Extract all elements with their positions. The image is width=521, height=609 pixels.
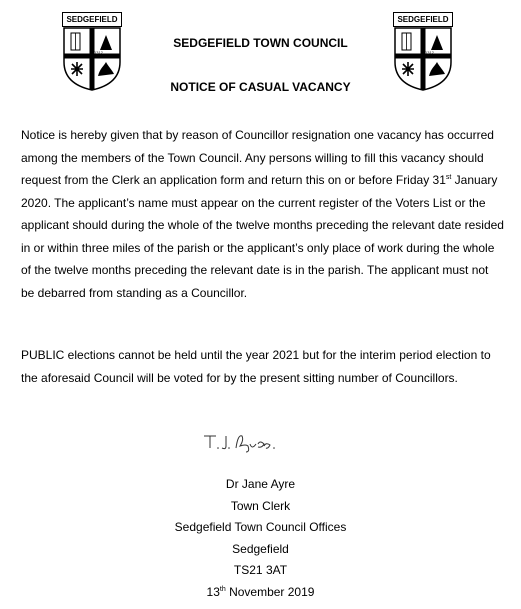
paragraph-text-part: January 2020. The applicant’s name must appear on the current register of the Voters List or the applicant should during the whole of the twelve months preceding the relevant date resided in or within three miles of the parish or the applicant’s only place of work during the whole of the twelve months preceding the relevant date is in the parish. The applicant must not be debarred from standing as a Councillor. <box>21 173 504 300</box>
paragraph-text-part: Notice is hereby given that by reason of Councillor resignation one vacancy has occurred among the members of the Town Council. Any persons willing to fill this vacancy should request from the Clerk an application form and return this on or before Friday 31 <box>21 128 494 187</box>
clerk-role: Town Clerk <box>230 498 291 513</box>
ordinal-suffix: st <box>445 174 452 181</box>
crest-year: 1312 <box>94 50 103 55</box>
date-month-year: November 2019 <box>225 584 315 599</box>
crest-banner: SEDGEFIELD <box>393 12 453 27</box>
date-day: 13 <box>206 584 220 599</box>
signature-block <box>0 474 521 603</box>
crest-year: 1312 <box>425 50 434 55</box>
office-name: Sedgefield Town Council Offices <box>174 520 347 534</box>
clerk-name: Dr Jane Ayre <box>225 477 296 491</box>
notice-subtitle: NOTICE OF CASUAL VACANCY <box>170 80 351 94</box>
office-postcode: TS21 3AT <box>233 563 288 577</box>
crest-banner: SEDGEFIELD <box>62 12 122 27</box>
date-ordinal: th <box>219 585 226 593</box>
office-town: Sedgefield <box>232 541 289 556</box>
page-title: SEDGEFIELD TOWN COUNCIL <box>173 36 348 50</box>
handwritten-signature <box>200 428 290 454</box>
notice-date <box>0 582 521 604</box>
notice-paragraph-elections: PUBLIC elections cannot be held until the year 2021 but for the interim period election to the aforesaid Council will be voted for by the present sitting number of Councillors. <box>21 348 491 385</box>
notice-paragraph-vacancy <box>21 124 505 304</box>
